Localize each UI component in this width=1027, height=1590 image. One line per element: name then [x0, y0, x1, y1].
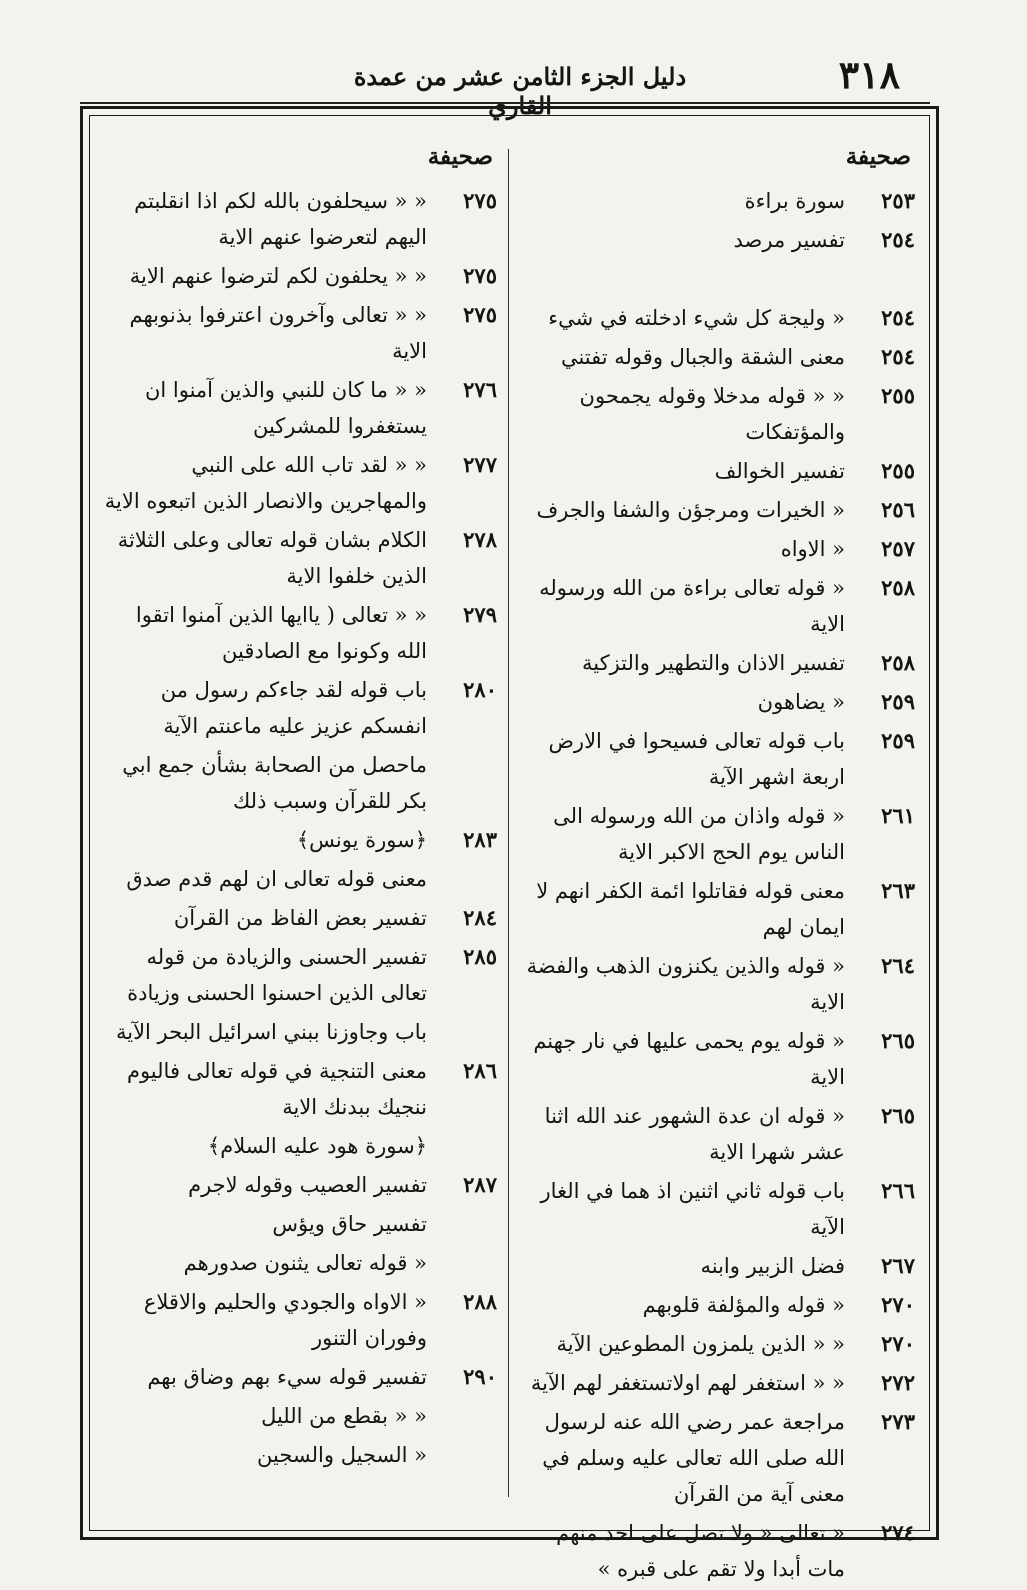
index-entry [103, 900, 501, 936]
entry-text: « الاواه والجودي والحليم والاقلاع وفوران التنور [143, 1290, 427, 1350]
entry-text: « يضاهون [757, 690, 845, 714]
entry-text: تفسير بعض الفاظ من القرآن [173, 906, 427, 930]
page-ref-number: ٢٧٦ [463, 377, 497, 402]
index-entry [103, 861, 501, 897]
index-entry [523, 300, 919, 336]
index-entry [523, 1023, 919, 1095]
page-ref-number: ٢٦٦ [881, 1178, 915, 1203]
page-ref-number: ٢٧٢ [881, 1370, 915, 1395]
index-entry [523, 684, 919, 720]
page-ref-number: ٢٧٣ [881, 1409, 915, 1434]
index-entry [103, 597, 501, 669]
entry-text: « الاواه [780, 537, 845, 561]
entry-text: باب قوله ثاني اثنين اذ هما في الغار الآية [540, 1179, 845, 1239]
index-entry [103, 1437, 501, 1473]
entry-text: تفسير الخوالف [714, 459, 845, 483]
entry-text: « تعالى « ولا تصل على احد منهم مات أبدا ولا تقم على قبره » [556, 1521, 845, 1581]
index-entry [103, 1359, 501, 1395]
entry-text: « قوله تعالى براءة من الله ورسوله الاية [539, 576, 845, 636]
entry-text: « وليجة كل شيء ادخلته في شيء [548, 306, 845, 330]
index-entry [523, 1365, 919, 1401]
page-ref-number: ٢٩٠ [463, 1364, 497, 1389]
index-entry [523, 798, 919, 870]
page-ref-number: ٢٨٦ [463, 1058, 497, 1083]
right-column [523, 143, 919, 1590]
entry-text: « قوله يوم يحمى عليها في نار جهنم الاية [533, 1029, 845, 1089]
index-entry [523, 873, 919, 945]
entry-text: ﴿سورة هود عليه السلام﴾ [207, 1134, 427, 1158]
index-entry [103, 1245, 501, 1281]
entry-text: « قوله والمؤلفة قلوبهم [642, 1293, 845, 1317]
page-ref-number: ٢٧٤ [881, 1520, 915, 1545]
index-entry [103, 1014, 501, 1050]
page-ref-number: ٢٥٤ [881, 344, 915, 369]
entry-text: « « لقد تاب الله على النبي والمهاجرين والانصار الذين اتبعوه الاية [104, 453, 427, 513]
index-entry [103, 1167, 501, 1203]
page-ref-number: ٢٥٥ [881, 383, 915, 408]
index-entry [523, 1287, 919, 1323]
entry-text: معنى قوله فقاتلوا ائمة الكفر انهم لا ايمان لهم [536, 879, 845, 939]
page-ref-number: ٢٥٩ [881, 728, 915, 753]
index-entry [523, 723, 919, 795]
entry-text: تفسير العصيب وقوله لاجرم [188, 1173, 427, 1197]
index-entry [523, 1173, 919, 1245]
page-ref-number: ٢٦٧ [881, 1253, 915, 1278]
entry-text: ﴿سورة يونس﴾ [296, 828, 427, 852]
index-entry [523, 570, 919, 642]
entry-text: « قوله ان عدة الشهور عند الله اثنا عشر شهرا الاية [544, 1104, 845, 1164]
index-entry [103, 258, 501, 294]
index-entry [523, 492, 919, 528]
page-ref-number: ٢٧٩ [463, 602, 497, 627]
page-ref-number: ٢٧٥ [463, 263, 497, 288]
page-ref-number: ٢٨٥ [463, 944, 497, 969]
index-entry [523, 531, 919, 567]
page-ref-number: ٢٦٥ [881, 1028, 915, 1053]
page-ref-number: ٢٥٨ [881, 650, 915, 675]
page-ref-number: ٢٨٨ [463, 1289, 497, 1314]
index-entry [523, 453, 919, 489]
entry-text: « « تعالى ( ياايها الذين آمنوا اتقوا الله وكونوا مع الصادقين [135, 603, 427, 663]
page-ref-number: ٢٦٥ [881, 1103, 915, 1128]
index-entry [103, 1284, 501, 1356]
index-entry [523, 339, 919, 375]
entry-text: « قوله والذين يكنزون الذهب والفضة الاية [526, 954, 845, 1014]
index-entry [103, 297, 501, 369]
page-ref-number: ٢٥٥ [881, 458, 915, 483]
index-entry [523, 1404, 919, 1512]
entry-text: « « قوله مدخلا وقوله يجمحون والمؤتفكات [579, 384, 845, 444]
entry-text: « « ما كان للنبي والذين آمنوا ان يستغفروا للمشركين [144, 378, 427, 438]
left-entry-list [103, 183, 501, 1473]
entry-text: ماحصل من الصحابة بشأن جمع ابي بكر للقرآن وسبب ذلك [122, 753, 427, 813]
index-entry [523, 645, 919, 681]
page-ref-number: ٢٥٣ [881, 188, 915, 213]
page-ref-number: ٢٥٨ [881, 575, 915, 600]
index-entry [523, 1515, 919, 1587]
entry-text: سورة براءة [744, 189, 845, 213]
index-entry [103, 522, 501, 594]
left-column [103, 143, 501, 1476]
entry-text: « « تعالى وآخرون اعترفوا بذنوبهم الاية [129, 303, 427, 363]
entry-text: تفسير الاذان والتطهير والتزكية [581, 651, 845, 675]
entry-text: باب قوله لقد جاءكم رسول من انفسكم عزيز عليه ماعنتم الآية [160, 678, 427, 738]
page-ref-number: ٢٨٣ [463, 827, 497, 852]
entry-text: تفسير حاق ويؤس [272, 1212, 427, 1236]
index-entry [103, 672, 501, 744]
entry-text: معنى الشقة والجبال وقوله تفتني [560, 345, 845, 369]
page-ref-number: ٢٧٥ [463, 302, 497, 327]
entry-text: معنى قوله تعالى ان لهم قدم صدق [126, 867, 427, 891]
index-entry [523, 948, 919, 1020]
page-ref-number: ٢٦١ [881, 803, 915, 828]
running-title: دليل الجزء الثامن عشر من عمدة القاري [353, 62, 687, 120]
entry-text: « « سيحلفون بالله لكم اذا انقلبتم اليهم لتعرضوا عنهم الاية [134, 189, 427, 249]
entry-text: « قوله تعالى يثنون صدورهم [183, 1251, 427, 1275]
entry-text: تفسير مرصد [733, 228, 845, 252]
column-divider [508, 149, 509, 1497]
entry-text: « السجيل والسجين [257, 1443, 427, 1467]
index-entry [103, 183, 501, 255]
page-ref-number: ٢٨٧ [463, 1172, 497, 1197]
page-ref-number: ٢٥٤ [881, 305, 915, 330]
index-entry [103, 447, 501, 519]
page-ref-number: ٢٦٤ [881, 953, 915, 978]
index-entry [523, 378, 919, 450]
header-rule [80, 102, 930, 104]
page-ref-number: ٢٥٤ [881, 227, 915, 252]
index-entry [103, 372, 501, 444]
page-ref-number: ٢٥٦ [881, 497, 915, 522]
index-entry [103, 1398, 501, 1434]
index-entry [103, 1053, 501, 1125]
page-number: ٣١٨ [838, 52, 900, 97]
index-entry [103, 747, 501, 819]
page-ref-number: ٢٨٤ [463, 905, 497, 930]
page-ref-number: ٢٧٠ [881, 1292, 915, 1317]
index-entry [103, 1128, 501, 1164]
entry-text: مراجعة عمر رضي الله عنه لرسول الله صلى الله تعالى عليه وسلم في معنى آية من القرآن [542, 1410, 845, 1506]
left-column-heading: صحيفة [427, 143, 493, 170]
page-ref-number: ٢٥٩ [881, 689, 915, 714]
index-entry [523, 261, 919, 297]
entry-text: باب قوله تعالى فسيحوا في الارض اربعة اشهر الآية [548, 729, 845, 789]
index-entry [523, 222, 919, 258]
page-ref-number: ٢٨٠ [463, 677, 497, 702]
page-ref-number: ٢٧٠ [881, 1331, 915, 1356]
entry-text: « الخيرات ومرجؤن والشفا والجرف [536, 498, 845, 522]
page-ref-number: ٢٧٨ [463, 527, 497, 552]
index-entry [103, 822, 501, 858]
entry-text: معنى التنجية في قوله تعالى فاليوم ننجيك ببدنك الاية [126, 1059, 427, 1119]
entry-text: « « الذين يلمزون المطوعين الآية [556, 1332, 845, 1356]
right-entry-list [523, 183, 919, 1587]
entry-text: تفسير قوله سيء بهم وضاق بهم [147, 1365, 427, 1389]
entry-text: باب وجاوزنا ببني اسرائيل البحر الآية [115, 1020, 427, 1044]
page-frame [80, 106, 939, 1581]
index-entry [523, 1248, 919, 1284]
index-entry [523, 183, 919, 219]
index-entry [523, 1098, 919, 1170]
page-ref-number: ٢٦٣ [881, 878, 915, 903]
index-entry [523, 1326, 919, 1362]
entry-text: « « استغفر لهم اولاتستغفر لهم الآية [530, 1371, 845, 1395]
page-ref-number: ٢٥٧ [881, 536, 915, 561]
entry-text: تفسير الحسنى والزيادة من قوله تعالى الذين احسنوا الحسنى وزيادة [127, 945, 427, 1005]
entry-text: « « يحلفون لكم لترضوا عنهم الاية [129, 264, 427, 288]
index-entry [103, 1206, 501, 1242]
entry-text: « قوله واذان من الله ورسوله الى الناس يوم الحج الاكبر الاية [553, 804, 845, 864]
page-ref-number: ٢٧٥ [463, 188, 497, 213]
entry-text: « « بقطع من الليل [261, 1404, 427, 1428]
page-ref-number: ٢٧٧ [463, 452, 497, 477]
entry-text: الكلام بشان قوله تعالى وعلى الثلاثة الذين خلفوا الاية [117, 528, 427, 588]
index-entry [103, 939, 501, 1011]
page-header [80, 52, 930, 120]
entry-text: فضل الزبير وابنه [700, 1254, 845, 1278]
right-column-heading: صحيفة [845, 143, 911, 170]
